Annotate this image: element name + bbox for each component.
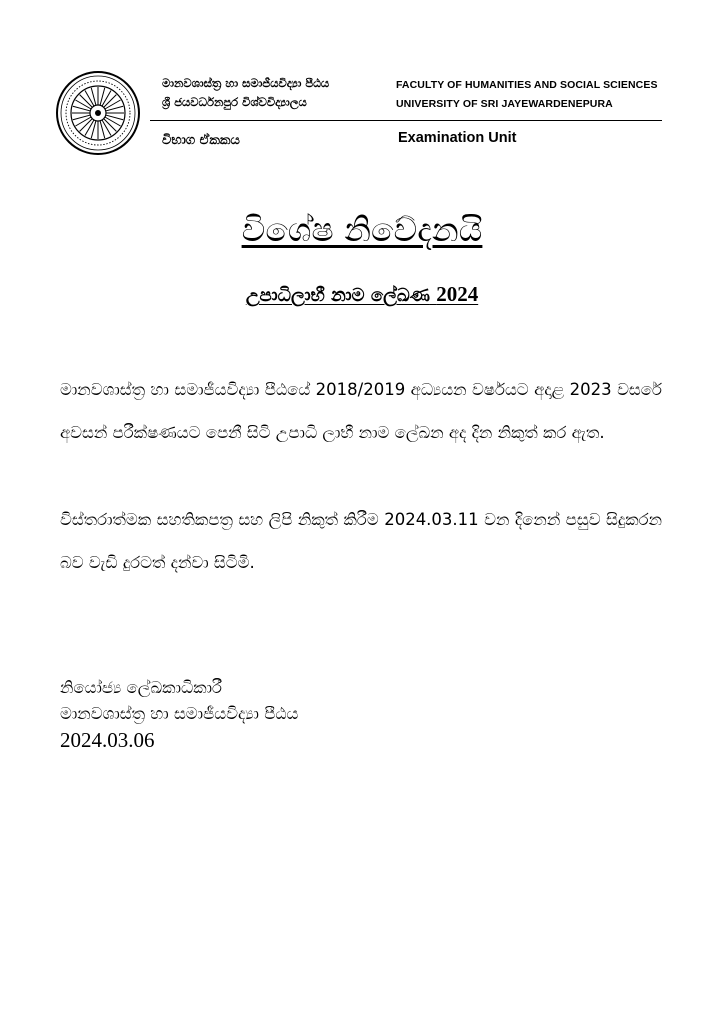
subtitle-text: උපාධිලාභී නාම ලේඛණ bbox=[245, 285, 430, 306]
unit-name-english: Examination Unit bbox=[398, 130, 517, 146]
signatory-designation: නියෝජ්‍ය ලේඛකාධිකාරී bbox=[60, 678, 223, 697]
university-name-sinhala: ශ්‍රී ජයවර්ධනපුර විශ්වවිද්‍යාලය bbox=[162, 95, 307, 109]
subtitle-year: 2024 bbox=[436, 282, 479, 306]
signatory-faculty: මානවශාස්ත්‍ර හා සමාජීයවිද්‍යා පීඨය bbox=[60, 704, 299, 723]
university-name-english: UNIVERSITY OF SRI JAYEWARDENEPURA bbox=[396, 98, 613, 110]
university-seal-icon bbox=[55, 70, 141, 156]
notice-paragraph-1: මානවශාස්ත්‍ර හා සමාජීයවිද්‍යා පීඨයේ 2018/2019 අධ්‍යයන වර්ෂයට අදාළ 2023 වසරේ අවසන් පරීක්ෂණයට පෙනී සිටි උපාධි ලාභී නාම ලේඛන අද දින නිකුත් කර ඇත. bbox=[60, 380, 662, 442]
faculty-name-sinhala: මානවශාස්ත්‍ර හා සමාජීයවිද්‍යා පීඨය bbox=[162, 76, 330, 90]
notice-title: විශේෂ නිවේදනයි bbox=[241, 210, 483, 249]
notice-subtitle bbox=[0, 282, 724, 307]
faculty-name-english: FACULTY OF HUMANITIES AND SOCIAL SCIENCES bbox=[396, 79, 658, 91]
unit-name-sinhala: විභාග ඒකකය bbox=[162, 133, 240, 148]
notice-date: 2024.03.06 bbox=[60, 728, 155, 752]
notice-paragraph-2: විස්තරාත්මක සහතිකපත්‍ර සහ ලිපි නිකුත් කිරීම 2024.03.11 වන දිනෙන් පසුව සිදුකරන බව වැඩි දුරටත් දන්වා සිටිමි. bbox=[60, 510, 662, 572]
header-divider bbox=[150, 120, 662, 121]
